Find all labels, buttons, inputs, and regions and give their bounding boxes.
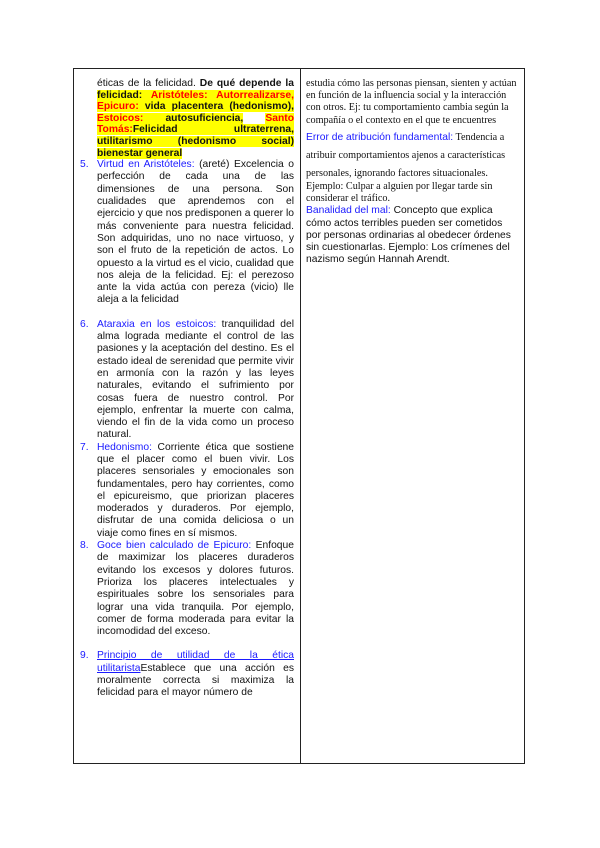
- atribucion-definition: Error de atribución fundamental: Tendencia a atribuir comportamientos ajenos a características personales, ignorando factores situacionales.: [306, 131, 506, 179]
- left-column: [74, 69, 300, 763]
- item-term: Principio de utilidad de la ética utilitarista: [97, 650, 294, 674]
- content-table: [73, 68, 525, 764]
- item-term: Virtud en Aristóteles:: [97, 159, 195, 171]
- atribucion-example: Ejemplo: Culpar a alguien por llegar tarde sin considerar el tráfico.: [306, 180, 493, 205]
- epicuro-label: Epicuro:: [97, 101, 139, 113]
- list-item: 5. Virtud en Aristóteles: (areté) Excelencia o perfección de cada una de las dimensiones de una persona. Son cualidades que aprendemos con el ejercicio y que nos predisponen a querer lo más conveniente para nuestra felicidad. Son adquiridas, uno no nace virtuoso, y son el fruto de la repetición de actos. Lo opuesto a la virtud es el vicio, cualidad que nos aleja de la felicidad. Ej: el perezoso ante la vida actúa con pereza (vicio) lle aleja a la felicidad: [80, 159, 294, 306]
- aristoteles-label: Aristóteles:: [150, 89, 208, 101]
- social-psychology-intro: estudia cómo las personas piensan, sienten y actúan en función de la influencia social y la interacción con otros. Ej: tu comportamiento cambia según la compañía o el contexto en el que te encuentres: [306, 78, 517, 126]
- felicidad-highlight: felicidad: [97, 89, 139, 101]
- estoicos-label: Estoicos:: [97, 112, 144, 124]
- list-item: 6. Ataraxia en los estoicos: tranquilidad del alma lograda mediante el control de las pasiones y la aceptación del destino. Es el estado ideal de serenidad que permite vivir en armonía con la razón y las leyes naturales, evitando el sufrimiento por cosas fuera de nuestro control. Por ejemplo, enfrentar la muerte con calma, viendo el fin de la vida como un proceso natural.: [80, 318, 295, 441]
- banalidad-term: Banalidad del mal:: [306, 205, 391, 217]
- atribucion-term: Error de atribución fundamental:: [306, 131, 454, 143]
- right-column: [302, 69, 524, 763]
- list-item: 7. Hedonismo: Corriente ética que sostiene que el placer como el buen vivir. Los placeres sensoriales y emocionales son fundamentales, pero hay corrientes, como el epicureismo, que priorizan placeres moderados y duraderos. Por ejemplo, disfrutar de una comida deliciosa o un viaje como fines en sí mismos.: [80, 441, 294, 539]
- list-item: 8. Goce bien calculado de Epicuro: Enfoque de maximizar los placeres duraderos evitando los excesos y dolores futuros. Prioriza los placeres intelectuales y espirituales sobre los sensoriales para lograr una vida tranquila. Por ejemplo, comer de forma moderada para evitar la incomodidad del exceso.: [80, 540, 294, 638]
- right-column-content: [306, 78, 518, 267]
- spacer: [74, 307, 300, 319]
- item-term: Goce bien calculado de Epicuro:: [97, 540, 252, 552]
- santo-tomas-label: Santo Tomás:: [97, 112, 294, 136]
- banalidad-definition: Banalidad del mal: Concepto que explica cómo actos terribles pueden ser cometidos por personas ordinarias al obedecer órdenes sin cuestionarlas. Ejemplo: Los crímenes del nazismo según Hannah Arendt.: [306, 205, 511, 266]
- list-item: 9. Principio de utilidad de la ética utilitaristaEstablece que una acción es moralmente correcta si maximiza la felicidad para el mayor número de: [80, 650, 294, 699]
- item-term: Hedonismo:: [97, 441, 152, 453]
- felicidad-continuation: éticas de la felicidad. De qué depende la felicidad: Aristóteles: Autorrealizarse, Epicuro: vida placentera (hedonismo), Estoicos: autosuficiencia, Santo Tomás:Felicidad ultraterrena, utilitarismo (hedonismo social) bienestar general: [97, 78, 294, 159]
- concept-list: [74, 159, 300, 699]
- column-divider: [300, 69, 301, 763]
- spacer: [74, 638, 300, 650]
- item-term: Ataraxia en los estoicos:: [97, 318, 217, 330]
